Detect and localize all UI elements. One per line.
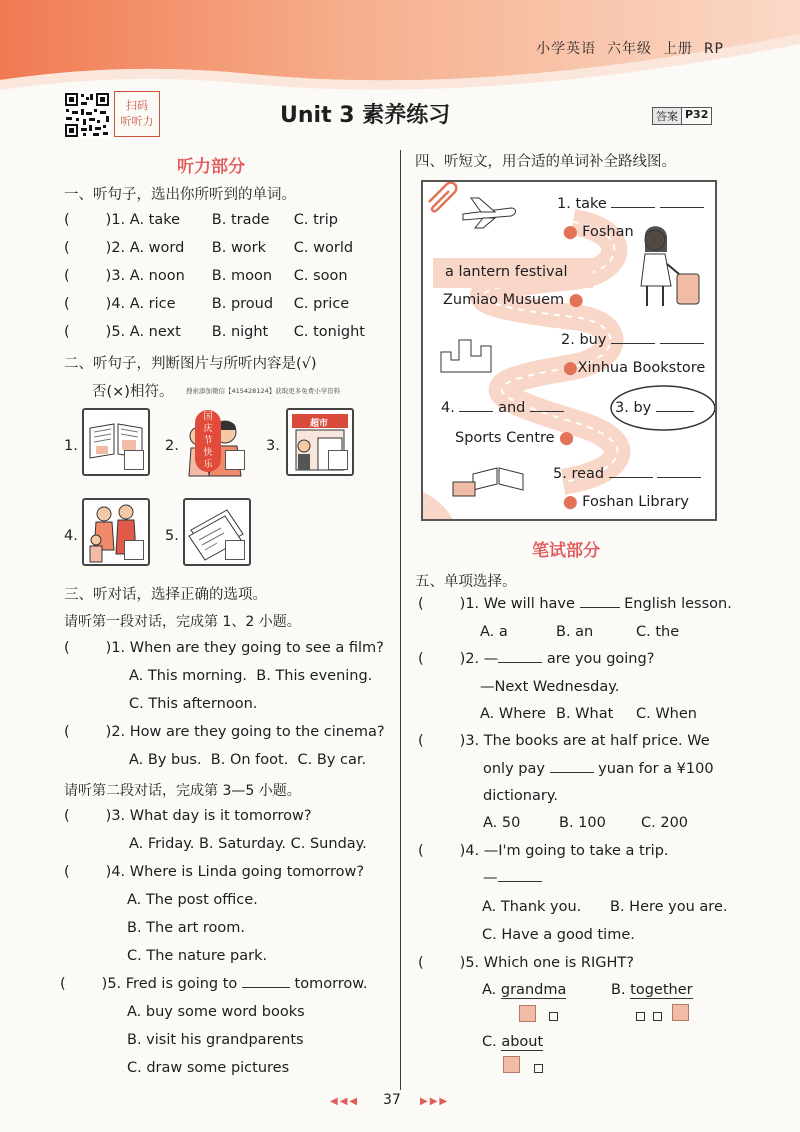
blank[interactable]	[459, 411, 493, 412]
place-sports-centre: Sports Centre ⬤	[455, 430, 574, 446]
s5-q4: ( )4. —I'm going to take a trip.	[418, 843, 669, 859]
answer-box-2[interactable]	[225, 450, 245, 470]
route-2-buy: 2. buy	[561, 332, 704, 348]
s3-q2: ( )2. How are they going to the cinema?	[64, 724, 385, 740]
picture-book	[82, 408, 150, 476]
s5-q1: ( )1. We will have English lesson.	[418, 596, 732, 612]
stress-square-small	[636, 1012, 645, 1021]
s5-q3-options: A. 50 B. 100 C. 200	[483, 815, 689, 831]
stress-square-small	[534, 1064, 543, 1073]
listening-section-title: 听力部分	[177, 157, 245, 177]
route-map	[421, 180, 717, 521]
stress-square-small	[549, 1012, 558, 1021]
pin-icon: ⬤	[563, 225, 578, 240]
blank[interactable]	[611, 207, 655, 208]
s3-q1: ( )1. When are they going to see a film?	[64, 640, 384, 656]
section3-part2: 请听第二段对话，完成第 3—5 小题。	[64, 783, 301, 799]
blank[interactable]	[609, 477, 653, 478]
s3-q5-option-b: B. visit his grandparents	[127, 1032, 304, 1048]
scan-listen-label: 扫码 听听力	[114, 91, 160, 137]
blank[interactable]	[660, 343, 704, 344]
list-item: ( )3. A. noon B. moon C. soon	[64, 268, 348, 284]
place-zumiao: Zumiao Musuem ⬤	[443, 292, 584, 308]
s5-q5-option-c: C. about	[482, 1034, 544, 1050]
s3-q1-option-c: C. This afternoon.	[129, 696, 258, 712]
pic-label-1: 1.	[64, 438, 78, 454]
section5-heading: 五、单项选择。	[415, 574, 517, 590]
s5-q3-line3: dictionary.	[483, 788, 558, 804]
s5-q2: ( )2. — are you going?	[418, 651, 655, 667]
s5-q4-options: A. Thank you. B. Here you are.	[482, 899, 728, 915]
qr-code[interactable]	[64, 92, 110, 138]
route-3-by: 3. by	[615, 400, 694, 416]
route-5-read: 5. read	[553, 466, 701, 482]
s3-q4-option-a: A. The post office.	[127, 892, 258, 908]
route-4: 4. and	[441, 400, 564, 416]
stress-square-small	[653, 1012, 662, 1021]
section1-heading: 一、听句子，选出你所听到的单词。	[64, 187, 296, 203]
pic-label-2: 2.	[165, 438, 179, 454]
s3-q4-option-c: C. The nature park.	[127, 948, 268, 964]
stress-square-big	[672, 1004, 689, 1021]
place-library: ⬤ Foshan Library	[563, 494, 689, 510]
s5-q5-option-b: B. together	[611, 982, 693, 998]
section4-heading: 四、听短文，用合适的单词补全路线图。	[415, 154, 676, 170]
s5-q5: ( )5. Which one is RIGHT?	[418, 955, 634, 971]
pin-icon: ⬤	[563, 495, 578, 510]
s5-q3: ( )3. The books are at half price. We	[418, 733, 710, 749]
picture-supermarket	[286, 408, 354, 476]
s3-q3-options: A. Friday. B. Saturday. C. Sunday.	[129, 836, 367, 852]
s3-q2-options: A. By bus. B. On foot. C. By car.	[129, 752, 367, 768]
route-1-take: 1. take	[557, 196, 704, 212]
list-item: ( )1. A. take B. trade C. trip	[64, 212, 339, 228]
pin-icon: ⬤	[563, 361, 578, 376]
picture-national-day	[183, 408, 251, 476]
page-arrows-right: ▶▶▶	[420, 1096, 450, 1107]
holiday-sign: 国 庆 节 快 乐	[195, 410, 221, 472]
blank[interactable]	[660, 207, 704, 208]
stress-square-big	[503, 1056, 520, 1073]
blank[interactable]	[550, 772, 594, 773]
header-info: 小学英语 六年级 上册 RP	[536, 41, 724, 57]
picture-postcard	[183, 498, 251, 566]
s3-q1-options: A. This morning. B. This evening.	[129, 668, 373, 684]
answer-reference: 答案 P32	[652, 107, 712, 125]
section3-heading: 三、听对话，选择正确的选项。	[64, 587, 267, 603]
s5-q4-option-c: C. Have a good time.	[482, 927, 635, 943]
answer-box-4[interactable]	[124, 540, 144, 560]
place-foshan: ⬤ Foshan	[563, 224, 634, 240]
blank[interactable]	[498, 662, 542, 663]
s5-q4-reply: —	[483, 870, 542, 886]
pic-label-5: 5.	[165, 528, 179, 544]
watermark-text: 搜索添加微信【415428124】获取更多免费小学资料	[186, 387, 341, 395]
pin-icon: ⬤	[568, 293, 584, 308]
blank[interactable]	[611, 343, 655, 344]
answer-box-1[interactable]	[124, 450, 144, 470]
s3-q5: ( )5. Fred is going to tomorrow.	[60, 976, 368, 992]
s5-q5-option-a: A. grandma	[482, 982, 567, 998]
page-title: Unit 3 素养练习	[280, 103, 451, 128]
blank[interactable]	[656, 411, 694, 412]
written-section-title: 笔试部分	[532, 541, 600, 561]
picture-family	[82, 498, 150, 566]
section2-heading: 二、听句子，判断图片与所听内容是(√)	[64, 356, 317, 372]
list-item: ( )2. A. word B. work C. world	[64, 240, 354, 256]
place-xinhua: ⬤Xinhua Bookstore	[563, 360, 706, 376]
stress-square-big	[519, 1005, 536, 1022]
list-item: ( )4. A. rice B. proud C. price	[64, 296, 350, 312]
pic-label-3: 3.	[266, 438, 280, 454]
blank[interactable]	[657, 477, 701, 478]
pin-icon: ⬤	[559, 431, 574, 446]
blank[interactable]	[580, 607, 620, 608]
lantern-festival: a lantern festival	[445, 264, 568, 280]
section3-part1: 请听第一段对话，完成第 1、2 小题。	[64, 614, 301, 630]
s5-q1-options: A. a B. an C. the	[480, 624, 680, 640]
page-arrows-left: ◀◀◀	[330, 1096, 360, 1107]
s3-q4-option-b: B. The art room.	[127, 920, 246, 936]
s5-q3-line2: only pay yuan for a ¥100	[483, 761, 714, 777]
answer-box-5[interactable]	[225, 540, 245, 560]
blank[interactable]	[242, 987, 290, 988]
supermarket-sign: 超市	[310, 419, 329, 429]
blank[interactable]	[530, 411, 564, 412]
section2-heading-cont: 否(×)相符。	[92, 384, 174, 400]
column-divider	[400, 150, 401, 1090]
s3-q5-option-c: C. draw some pictures	[127, 1060, 290, 1076]
s3-q4: ( )4. Where is Linda going tomorrow?	[64, 864, 365, 880]
answer-box-3[interactable]	[328, 450, 348, 470]
s5-q2-options: A. Where B. What C. When	[480, 706, 697, 722]
pic-label-4: 4.	[64, 528, 78, 544]
page-number: 37	[383, 1092, 401, 1108]
list-item: ( )5. A. next B. night C. tonight	[64, 324, 365, 340]
blank[interactable]	[498, 881, 542, 882]
s3-q5-option-a: A. buy some word books	[127, 1004, 305, 1020]
s5-q2-reply: —Next Wednesday.	[480, 679, 620, 695]
s3-q3: ( )3. What day is it tomorrow?	[64, 808, 312, 824]
